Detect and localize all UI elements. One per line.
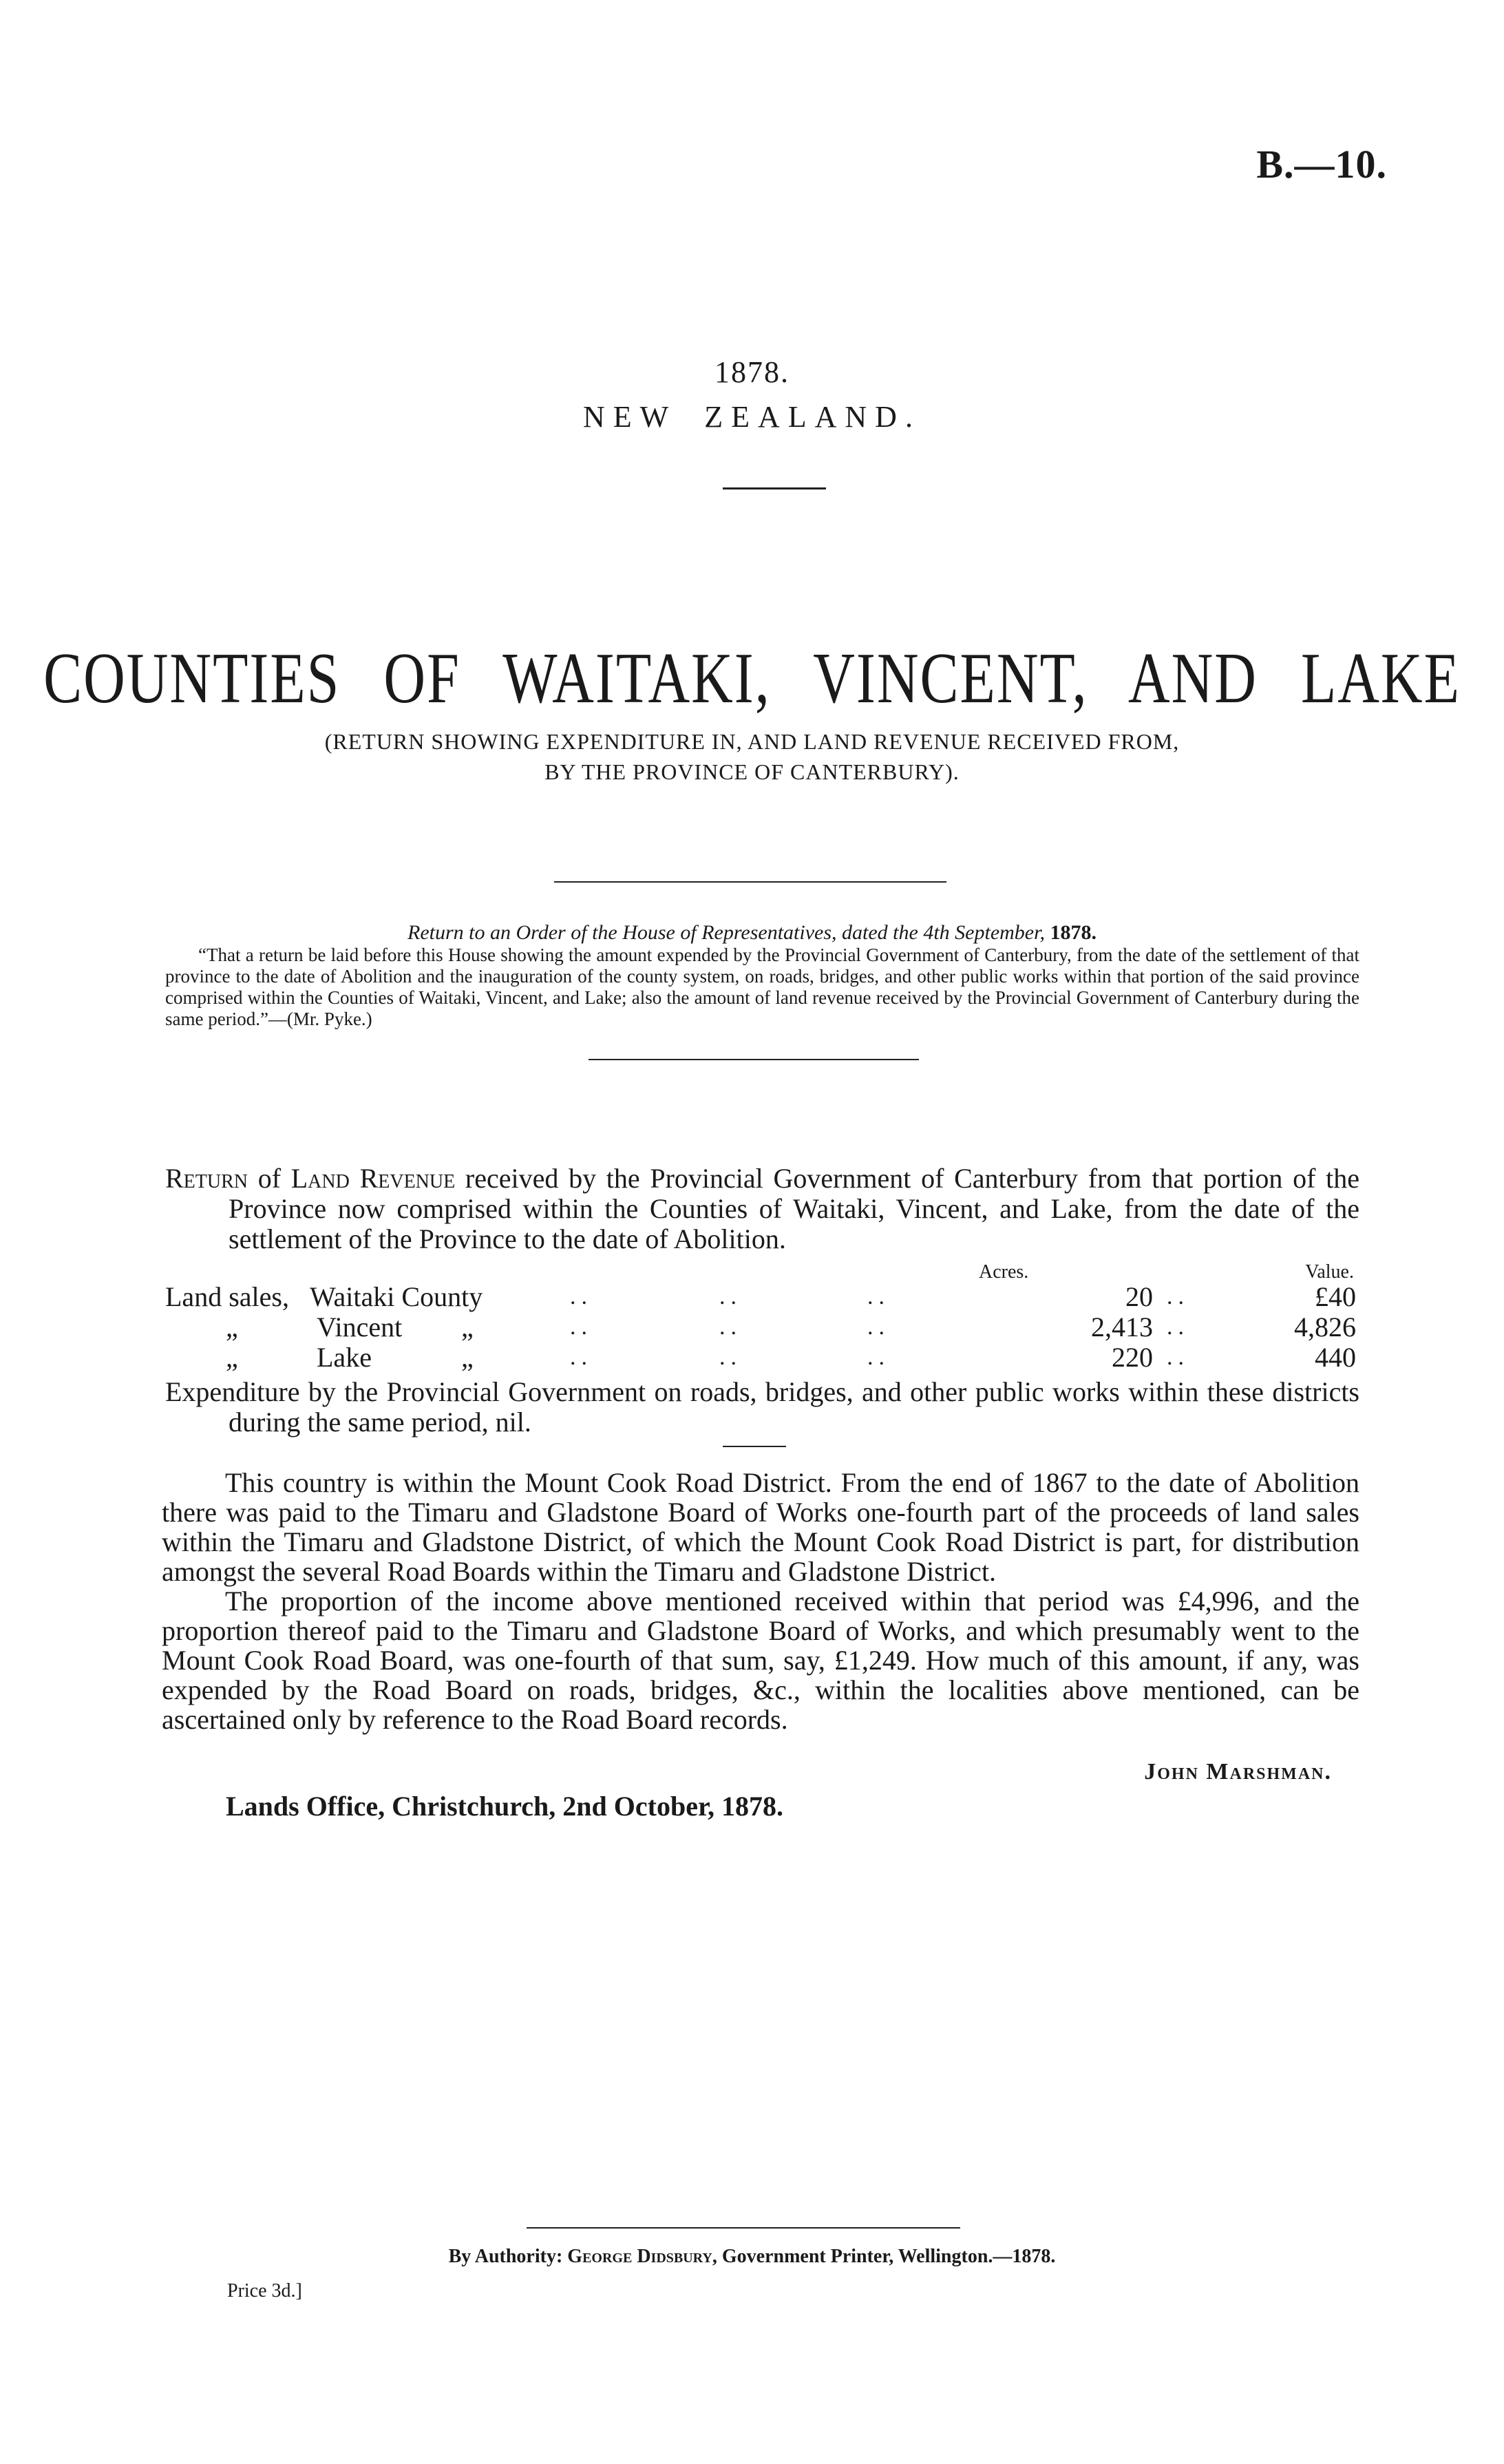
printer-name: George Didsbury,	[567, 2246, 717, 2267]
divider-rule	[589, 1059, 919, 1060]
divider-rule	[723, 487, 826, 489]
year: 1878.	[714, 355, 790, 389]
divider-rule	[527, 2227, 960, 2229]
column-header-acres: Acres.	[979, 1261, 1029, 1283]
document-code: B.—10.	[1256, 142, 1387, 187]
leader-dots: ..	[719, 1314, 742, 1340]
column-header-value: Value.	[1305, 1261, 1354, 1283]
body-text	[162, 1468, 1359, 1734]
order-text	[165, 945, 1359, 1030]
leader-dots: ..	[1167, 1284, 1189, 1309]
leader-dots: ..	[1167, 1345, 1189, 1370]
expenditure-note: Expenditure by the Provincial Government on roads, bridges, and other public works within these districts during the same period, nil.	[165, 1376, 1359, 1438]
return-heading-text: received by the Provincial Government of Canterbury from that portion of the Province now comprised within the Counties of Waitaki, Vincent, and Lake, from the date of the settlement of the Province to the date of Abolition.	[229, 1163, 1360, 1254]
row-acres: 20	[1125, 1281, 1153, 1312]
country-word-1: NEW	[583, 400, 677, 434]
place-and-date: Lands Office, Christchurch, 2nd October, 1878.	[226, 1791, 784, 1822]
table-row	[165, 1342, 1356, 1373]
order-heading-text: Return to an Order of the House of Representatives, dated the 4th September,	[407, 921, 1045, 944]
row-value: 440	[1315, 1342, 1356, 1373]
leader-dots: ..	[867, 1284, 890, 1309]
paragraph: The proportion of the income above mentioned received within that period was £4,996, and the proportion thereof paid to the Timaru and Gladstone Board of Works, and which presumably went to the Mount Cook Road Board, was one-fourth of that sum, say, £1,249. How much of this amount, if any, was expended by the Road Board on roads, bridges, &c., within the localities above mentioned, can be ascertained only by reference to the Road Board records.	[162, 1586, 1359, 1735]
divider-rule	[554, 881, 946, 883]
leader-dots: ..	[867, 1345, 890, 1370]
printer-line	[0, 2246, 1504, 2268]
document-title: COUNTIES OF WAITAKI, VINCENT, AND LAKE	[43, 638, 1461, 719]
table-row	[165, 1282, 1356, 1312]
row-prefix: Land sales,	[165, 1281, 289, 1312]
row-county: Waitaki County	[310, 1281, 483, 1312]
signatory-name: John Marshman.	[1144, 1759, 1332, 1784]
leader-dots: ..	[570, 1314, 593, 1340]
return-word: Return	[165, 1163, 248, 1194]
price: Price 3d.]	[227, 2280, 302, 2302]
of-word: of	[257, 1163, 282, 1194]
table-row	[165, 1312, 1356, 1342]
row-prefix: „	[226, 1342, 238, 1373]
printer-details: Government Printer, Wellington.—1878.	[721, 2246, 1056, 2267]
divider-rule	[723, 1446, 786, 1447]
leader-dots: ..	[570, 1345, 593, 1370]
country-word-2: ZEALAND.	[704, 400, 921, 434]
subtitle-line: BY THE PROVINCE OF CANTERBURY).	[544, 759, 960, 784]
paragraph: This country is within the Mount Cook Road District. From the end of 1867 to the date of Abolition there was paid to the Timaru and Gladstone Board of Works one-fourth part of the proceeds of land sales within the Timaru and Gladstone District, of which the Mount Cook Road District is part, for distribution amongst the several Road Boards within the Timaru and Gladstone District.	[162, 1467, 1359, 1587]
leader-dots: ..	[1167, 1314, 1189, 1340]
row-prefix: „	[226, 1312, 238, 1342]
row-ditto: „	[461, 1342, 474, 1373]
row-county: Vincent	[317, 1312, 403, 1342]
order-quote: “That a return be laid before this House showing the amount expended by the Provincial Government of Canterbury, from the date of the settlement of that province to the date of Abolition and the inauguration of the county system, on roads, bridges, and other public works within that portion of the said province comprised within the Counties of Waitaki, Vincent, and Lake; also the amount of land revenue received by the Provincial Government of Canterbury during the same period.”—(Mr. Pyke.)	[165, 945, 1359, 1029]
subtitle-line: (RETURN SHOWING EXPENDITURE IN, AND LAND REVENUE RECEIVED FROM,	[324, 729, 1180, 754]
order-heading	[0, 921, 1504, 945]
order-heading-year: 1878.	[1050, 921, 1097, 944]
row-value: £40	[1315, 1281, 1356, 1312]
authority-label: By Authority:	[448, 2246, 563, 2267]
row-value: 4,826	[1294, 1312, 1356, 1342]
leader-dots: ..	[719, 1345, 742, 1370]
leader-dots: ..	[719, 1284, 742, 1309]
leader-dots: ..	[570, 1284, 593, 1309]
return-heading	[165, 1163, 1359, 1254]
leader-dots: ..	[867, 1314, 890, 1340]
row-acres: 2,413	[1091, 1312, 1153, 1342]
country-heading	[0, 399, 1504, 434]
row-county: Lake	[317, 1342, 372, 1373]
land-word: Land	[290, 1163, 350, 1194]
revenue-word: Revenue	[359, 1163, 456, 1194]
row-acres: 220	[1112, 1342, 1153, 1373]
row-ditto: „	[461, 1312, 474, 1342]
document-subtitle	[0, 726, 1504, 787]
